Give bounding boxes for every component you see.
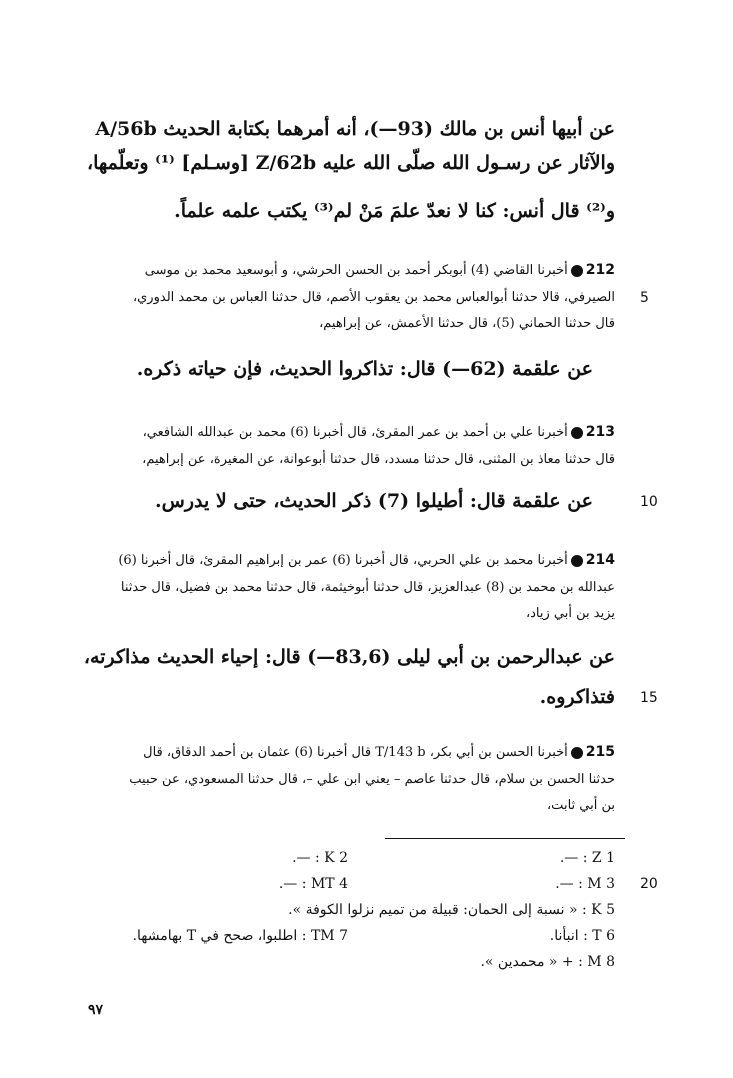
- hadith-214-matn-line-1: عن عبدالرحمن بن أبي ليلى (83,6—) قال: إحياء الحديث مذاكرته،: [83, 646, 615, 668]
- hadith-214-isnad-line-1: [118, 552, 615, 568]
- footnote-6: 6 T : انبأنا.: [549, 928, 615, 944]
- isnad-text: أخبرنا الحسن بن أبي بكر، T/143 b قال أخبرنا (6) عثمان بن أحمد الدقاق، قال: [143, 745, 568, 760]
- isnad-text: أخبرنا القاضي (4) أبوبكر أحمد بن الحسن الحرشي، و أبوسعيد محمد بن موسى: [144, 263, 568, 278]
- hadith-number: 213: [585, 424, 615, 440]
- text-line-1: عن أبيها أنس بن مالك (93—)، أنه أمرهما بكتابة الحديث A/56b: [95, 118, 615, 140]
- page-number: ٩٧: [88, 1002, 104, 1018]
- line-number-15: 15: [640, 690, 658, 706]
- footnote-divider: [385, 838, 625, 839]
- hadith-213-isnad-line-2: قال حدثنا معاذ بن المثنى، قال حدثنا مسدد، قال حدثنا أبوعوانة، عن المغيرة، عن إبراهيم،: [142, 452, 615, 467]
- line-number-5: 5: [640, 290, 649, 306]
- hadith-212-isnad-line-1: [145, 262, 615, 278]
- footnote-1: 1 Z : —.: [559, 850, 615, 866]
- bullet-dot-icon: [571, 555, 583, 567]
- hadith-213-isnad-line-1: [143, 424, 615, 440]
- hadith-214-matn-line-2: فتذاكروه.: [539, 686, 615, 708]
- isnad-text: أخبرنا علي بن أحمد بن عمر المقرئ، قال أخبرنا (6) محمد بن عبدالله الشافعي،: [142, 425, 568, 440]
- isnad-text: أخبرنا محمد بن علي الحربي، قال أخبرنا (6) عمر بن إبراهيم المقرئ، قال أخبرنا (6): [118, 553, 568, 568]
- hadith-215-isnad-line-3: بن أبي ثابت،: [546, 798, 615, 813]
- text-line-2: والآثار عن رسـول الله صلّى الله عليه Z/62b [وسـلم] ⁽¹⁾ وتعلّمها،: [86, 152, 615, 174]
- footnote-8: 8 M : + « محمدين ».: [480, 954, 615, 970]
- hadith-212-isnad-line-2: الصيرفي، قالا حدثنا أبوالعباس محمد بن يعقوب الأصم، قال حدثنا العباس بن محمد الدوري،: [132, 290, 615, 305]
- hadith-212-isnad-line-3: قال حدثنا الحماني (5)، قال حدثنا الأعمش، عن إبراهيم،: [319, 316, 615, 331]
- line-number-10: 10: [640, 494, 658, 510]
- footnote-3: 3 M : —.: [555, 876, 615, 892]
- hadith-215-isnad-line-1: [143, 744, 615, 760]
- line-number-20: 20: [640, 876, 658, 892]
- footnote-5: 5 K : « نسبة إلى الحمان: قبيلة من تميم نزلوا الكوفة ».: [288, 902, 615, 918]
- bullet-dot-icon: [571, 265, 583, 277]
- footnote-7: 7 TM : اطلبوا، صحح في T بهامشها.: [132, 928, 348, 944]
- bullet-dot-icon: [571, 747, 583, 759]
- hadith-213-matn: عن علقمة قال: أطيلوا (7) ذكر الحديث، حتى لا يدرس.: [155, 490, 593, 512]
- text-line-3: و⁽²⁾ قال أنس: كنا لا نعدّ علمَ مَنْ لم⁽³⁾ يكتب علمه علماً.: [174, 200, 615, 222]
- footnote-4: 4 MT : —.: [278, 876, 348, 892]
- hadith-number: 215: [585, 744, 615, 760]
- bullet-dot-icon: [571, 427, 583, 439]
- hadith-212-matn: عن علقمة (62—) قال: تذاكروا الحديث، فإن حياته ذكره.: [136, 358, 593, 380]
- hadith-number: 212: [585, 262, 615, 278]
- hadith-214-isnad-line-3: يزيد بن أبي زياد،: [525, 606, 615, 621]
- hadith-number: 214: [585, 552, 615, 568]
- hadith-214-isnad-line-2: عبدالله بن محمد بن (8) عبدالعزيز، قال حدثنا أبوخيثمة، قال حدثنا محمد بن فضيل، قال حدثنا: [120, 580, 615, 595]
- hadith-215-isnad-line-2: حدثنا الحسن بن سلام، قال حدثنا عاصم – يعني ابن علي –، قال حدثنا المسعودي، عن حبيب: [129, 772, 615, 787]
- footnote-2: 2 K : —.: [292, 850, 348, 866]
